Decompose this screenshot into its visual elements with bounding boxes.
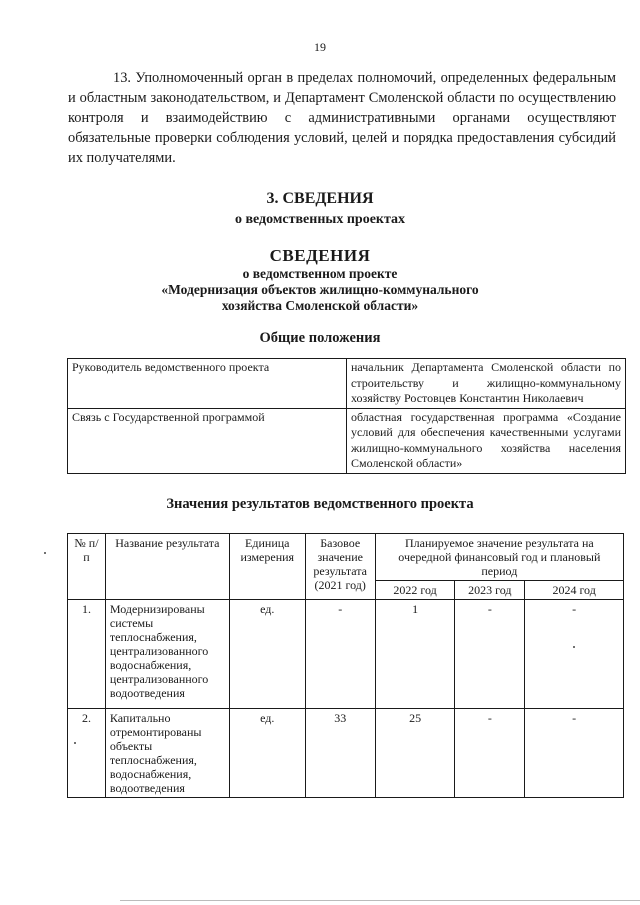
project-subtitle-line1: о ведомственном проекте (242, 266, 398, 281)
manager-value: начальник Департамента Смоленской области по строительству и жилищно-коммунальному хозяйству Ростовцев Константин Николаевич (347, 359, 626, 409)
scan-speck (573, 646, 575, 648)
general-heading: Общие положения (259, 330, 381, 346)
row-name: Капитально отремонтированы объекты теплоснабжения, водоснабжения, водоотведения (105, 709, 229, 798)
table-row (68, 600, 624, 709)
header-2023: 2023 год (455, 581, 525, 600)
project-name-line1: «Модернизация объектов жилищно-коммунального (161, 282, 479, 297)
manager-label: Руководитель ведомственного проекта (68, 359, 347, 409)
row-base: - (305, 600, 375, 709)
row-2024: - (525, 600, 624, 709)
header-base: Базовое значение результата (2021 год) (305, 534, 375, 600)
paragraph-13: 13. Уполномоченный орган в пределах полномочий, определенных федеральным и областным законодательством, и Департамент Смоленской области по осуществлению контроля и взаимодействию с административными органами осуществляют обязательные проверки соблюдения условий, целей и порядка предоставления субсидий их получателями. (68, 70, 616, 166)
general-table (67, 358, 626, 474)
table-row (68, 408, 626, 473)
row-2023: - (455, 600, 525, 709)
page-number: 19 (314, 40, 326, 54)
row-2022: 1 (375, 600, 455, 709)
row-num: 2. (68, 709, 106, 798)
header-num: № п/п (68, 534, 106, 600)
table-row (68, 359, 626, 409)
row-name: Модернизированы системы теплоснабжения, централизованного водоснабжения, централизованного водоотведения (105, 600, 229, 709)
row-unit: ед. (229, 600, 305, 709)
row-base: 33 (305, 709, 375, 798)
results-heading: Значения результатов ведомственного проекта (166, 496, 474, 512)
row-num: 1. (68, 600, 106, 709)
scan-edge-line (120, 900, 640, 901)
row-2022: 25 (375, 709, 455, 798)
results-header-row (68, 534, 624, 581)
row-unit: ед. (229, 709, 305, 798)
scan-speck (74, 742, 76, 744)
project-name-line2: хозяйства Смоленской области» (221, 298, 419, 313)
table-row (68, 709, 624, 798)
project-title: СВЕДЕНИЯ (269, 246, 371, 265)
header-2024: 2024 год (525, 581, 624, 600)
results-table (67, 533, 624, 798)
header-planned: Планируемое значение результата на очередной финансовый год и плановый период (375, 534, 623, 581)
program-link-value: областная государственная программа «Создание условий для обеспечения качественными услугами жилищно-коммунального хозяйства населения Смоленской области» (347, 408, 626, 473)
header-name: Название результата (105, 534, 229, 600)
program-link-label: Связь с Государственной программой (68, 408, 347, 473)
scan-speck (44, 552, 46, 554)
header-unit: Единица измерения (229, 534, 305, 600)
section-subtitle: о ведомственных проектах (234, 212, 406, 227)
row-2023: - (455, 709, 525, 798)
header-2022: 2022 год (375, 581, 455, 600)
row-2024: - (525, 709, 624, 798)
section-title: 3. СВЕДЕНИЯ (266, 190, 374, 207)
